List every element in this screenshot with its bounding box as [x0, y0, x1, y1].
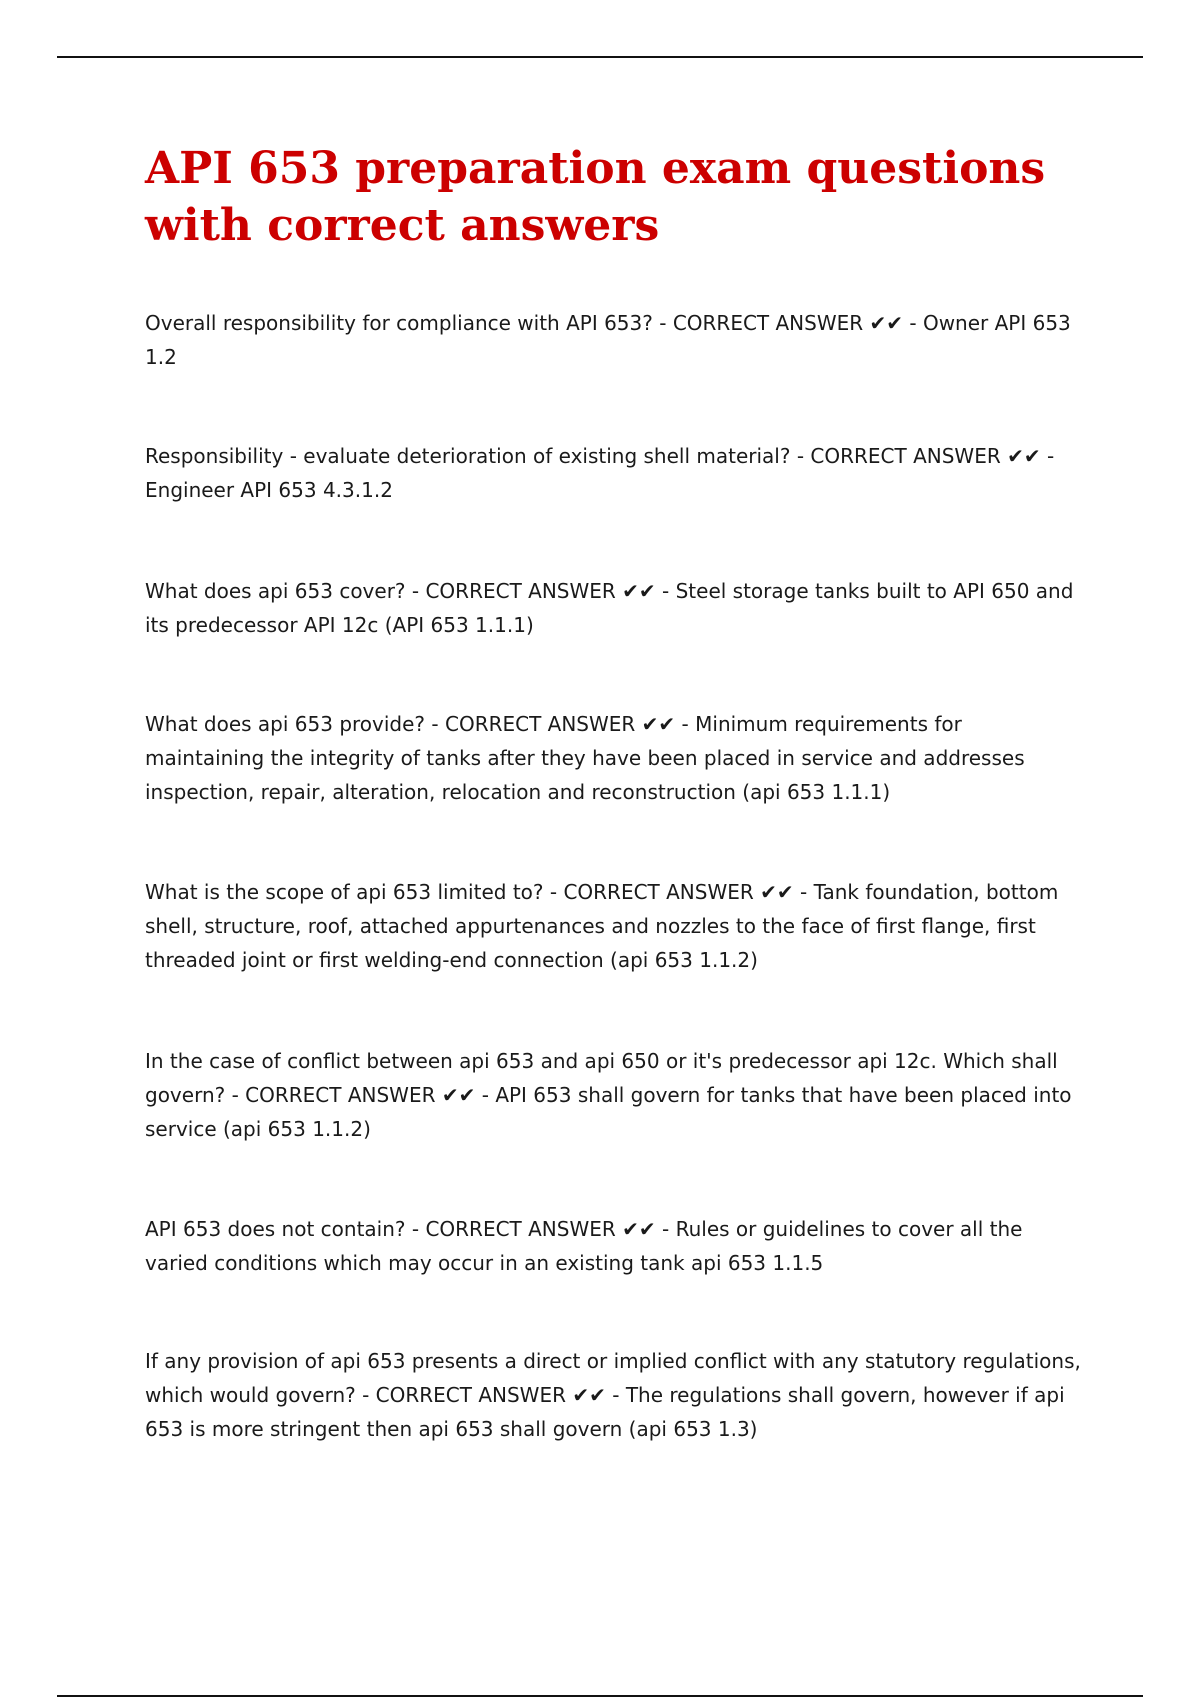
separator: - — [796, 444, 811, 468]
separator: - — [800, 880, 808, 904]
document-title: API 653 preparation exam questions with correct answers — [145, 143, 1046, 251]
qa-item — [145, 875, 1085, 977]
answer-label: CORRECT ANSWER — [672, 311, 864, 335]
answer-text: Steel storage tanks built to API 650 and its predecessor API 12c (API 653 1.1.1) — [145, 579, 1074, 637]
separator: - — [909, 311, 917, 335]
question-text: What does api 653 cover? — [145, 579, 406, 603]
answer-label: CORRECT ANSWER — [425, 1217, 616, 1241]
answer-text: API 653 shall govern for tanks that have been placed into service (api 653 1.1.2) — [145, 1083, 1072, 1141]
separator: - — [481, 1083, 489, 1107]
check-marks-icon: ✔✔ — [622, 1217, 656, 1241]
answer-label: CORRECT ANSWER — [810, 444, 1001, 468]
answer-text: Owner API 653 1.2 — [145, 311, 1071, 369]
answer-text: Engineer API 653 4.3.1.2 — [145, 478, 393, 502]
qa-item — [145, 1344, 1085, 1446]
question-text: If any provision of api 653 presents a direct or implied conflict with any statutory regulations, which would govern? — [145, 1349, 1081, 1407]
check-marks-icon: ✔✔ — [1007, 444, 1041, 468]
qa-item — [145, 1212, 1085, 1280]
check-marks-icon: ✔✔ — [641, 712, 676, 736]
question-text: What is the scope of api 653 limited to? — [145, 880, 544, 904]
top-rule — [57, 56, 1143, 58]
separator: - — [662, 1217, 670, 1241]
separator: - — [431, 712, 445, 736]
question-text: Overall responsibility for compliance with API 653? — [145, 311, 653, 335]
bottom-rule — [57, 1695, 1143, 1697]
answer-label: CORRECT ANSWER — [375, 1383, 566, 1407]
separator: - — [681, 712, 689, 736]
qa-item — [145, 1044, 1085, 1146]
answer-text: The regulations shall govern, however if api 653 is more stringent then api 653 shall govern (api 653 1.3) — [145, 1383, 1065, 1441]
answer-text: Tank foundation, bottom shell, structure, roof, attached appurtenances and nozzles to the face of first flange, first threaded joint or first welding-end connection (api 653 1.1.2) — [145, 880, 1059, 972]
separator: - — [231, 1083, 246, 1107]
qa-item — [145, 707, 1085, 809]
separator: - — [1046, 444, 1055, 468]
answer-label: CORRECT ANSWER — [245, 1083, 436, 1107]
answer-label: CORRECT ANSWER — [563, 880, 754, 904]
separator: - — [659, 311, 673, 335]
separator: - — [612, 1383, 620, 1407]
answer-text: Minimum requirements for maintaining the integrity of tanks after they have been placed in service and addresses inspection, repair, alteration, relocation and reconstruction (api 653 1.1.1) — [145, 712, 1025, 804]
question-text: Responsibility - evaluate deterioration of existing shell material? — [145, 444, 791, 468]
separator: - — [549, 880, 564, 904]
check-marks-icon: ✔✔ — [760, 880, 794, 904]
check-marks-icon: ✔✔ — [441, 1083, 476, 1107]
separator: - — [411, 1217, 426, 1241]
question-text: API 653 does not contain? — [145, 1217, 406, 1241]
separator: - — [411, 579, 426, 603]
check-marks-icon: ✔✔ — [869, 311, 904, 335]
question-text: What does api 653 provide? — [145, 712, 426, 736]
answer-label: CORRECT ANSWER — [425, 579, 616, 603]
answer-label: CORRECT ANSWER — [444, 712, 636, 736]
check-marks-icon: ✔✔ — [572, 1383, 606, 1407]
answer-text: Rules or guidelines to cover all the varied conditions which may occur in an existing tank api 653 1.1.5 — [145, 1217, 1023, 1275]
qa-item — [145, 306, 1085, 374]
qa-item — [145, 574, 1085, 642]
question-text: In the case of conflict between api 653 and api 650 or it's predecessor api 12c. Which shall govern? — [145, 1049, 1058, 1107]
separator: - — [662, 579, 670, 603]
separator: - — [362, 1383, 376, 1407]
qa-item — [145, 439, 1085, 507]
check-marks-icon: ✔✔ — [622, 579, 656, 603]
